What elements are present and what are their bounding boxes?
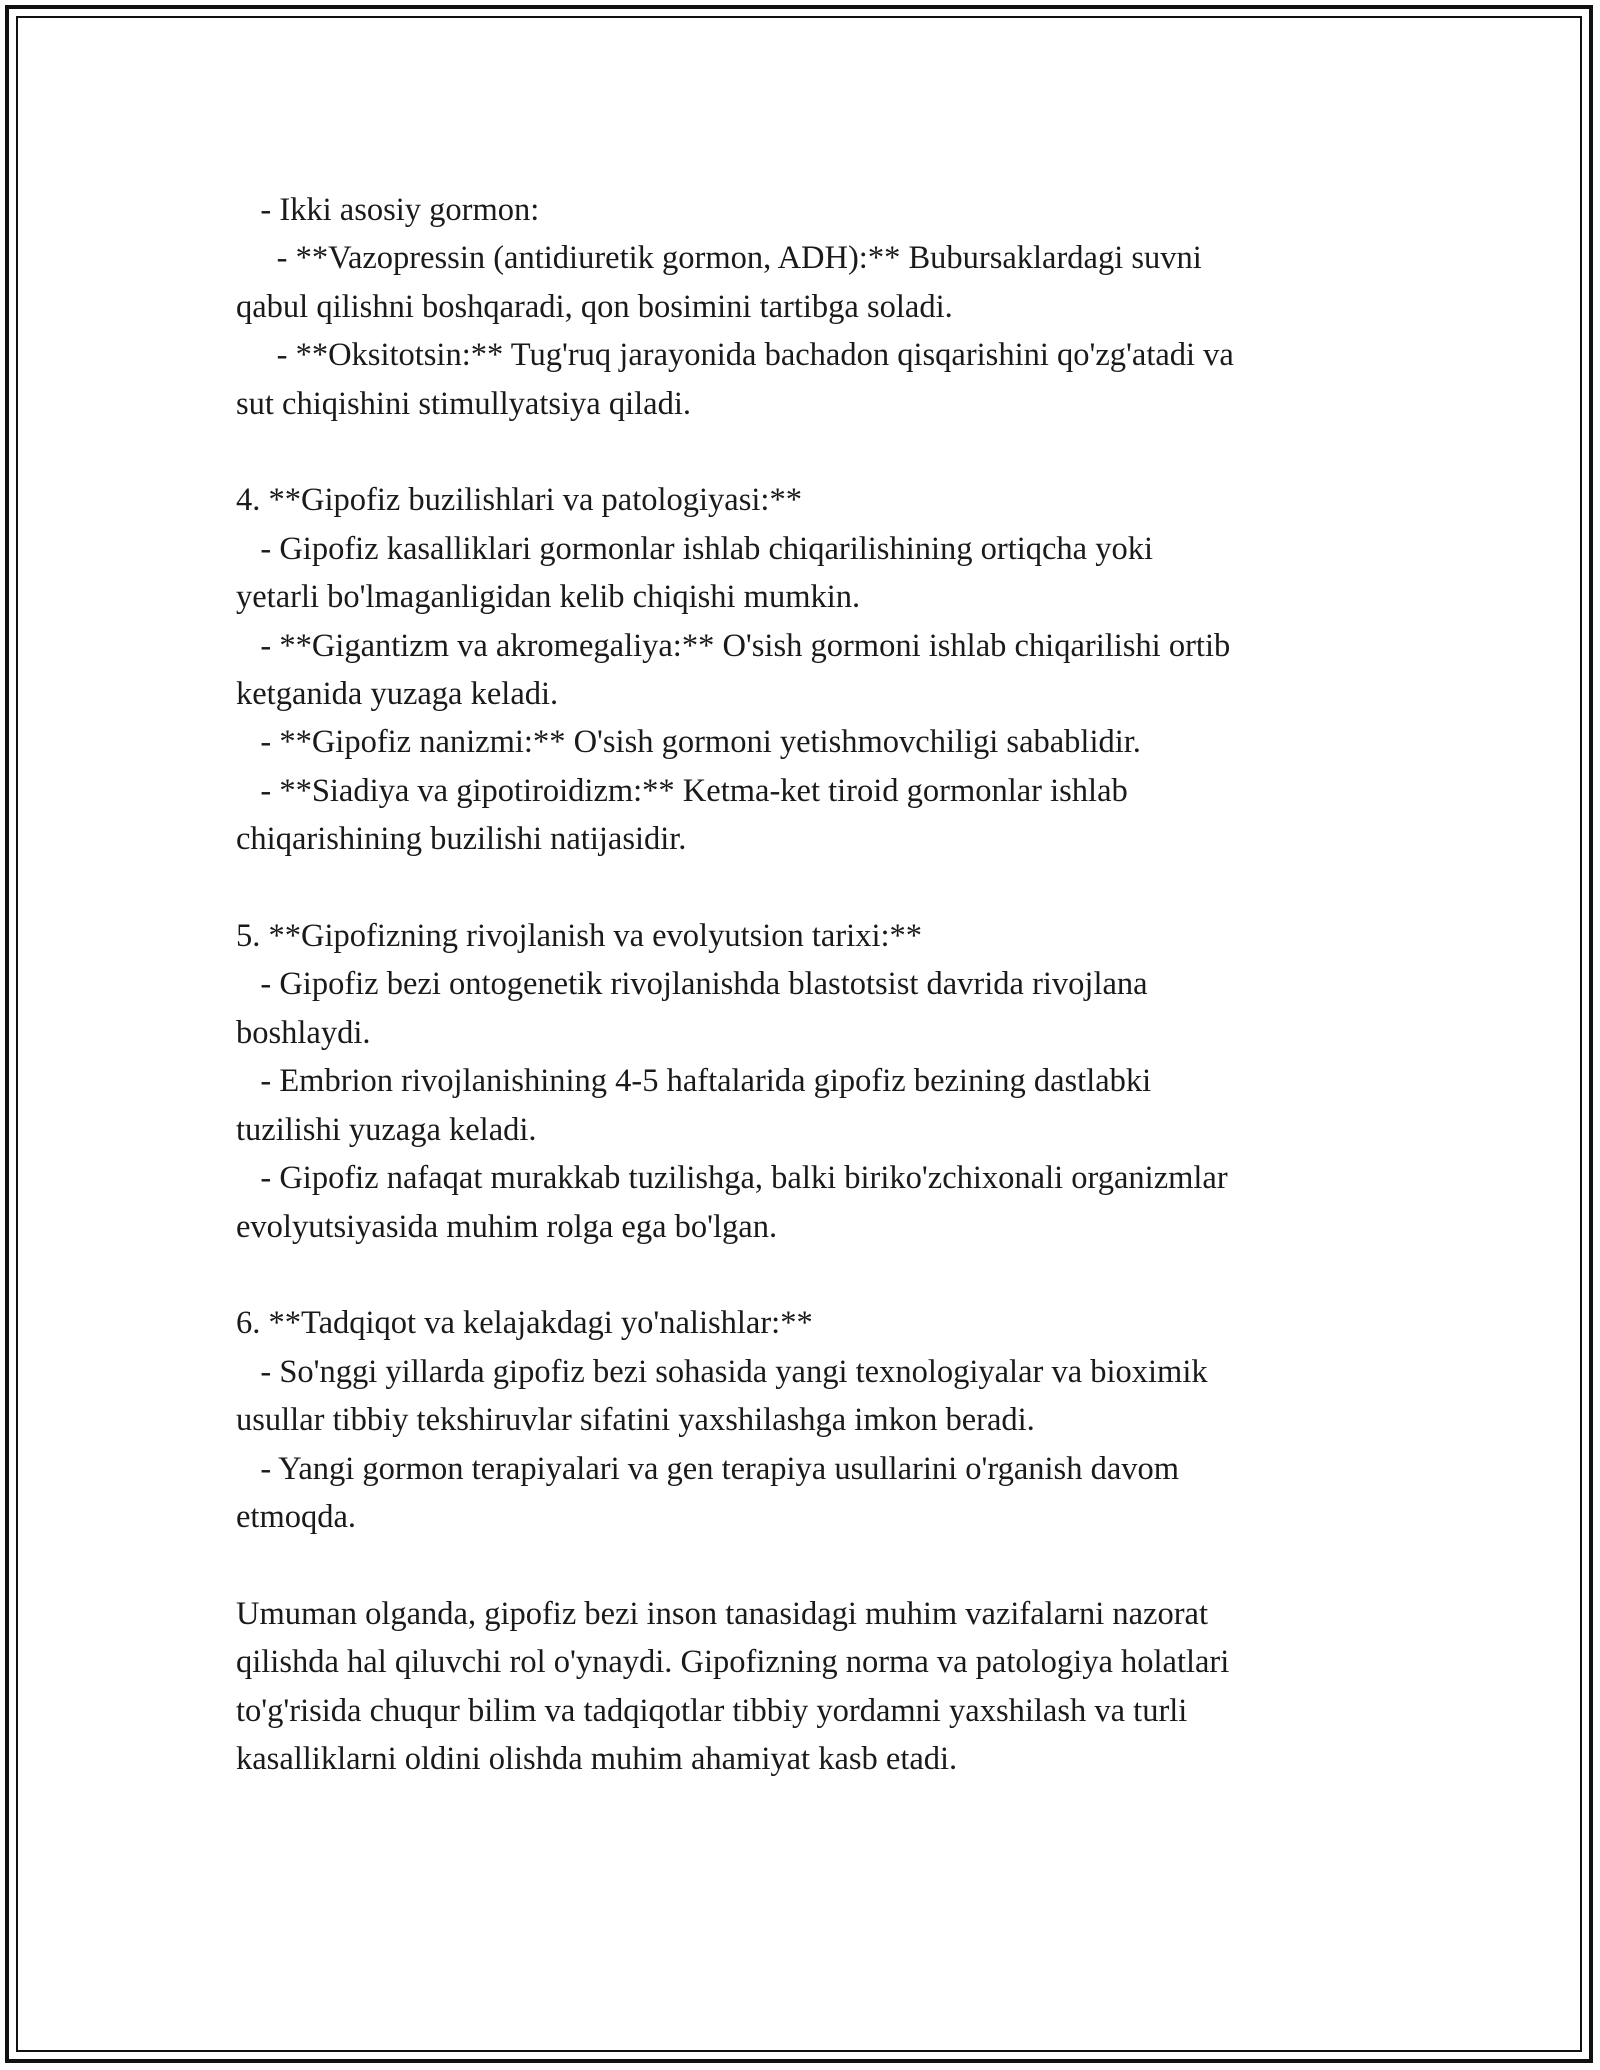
text-line: qabul qilishni boshqaradi, qon bosimini tartibga soladi. [236, 288, 953, 325]
text-line: - Ikki asosiy gormon: [236, 192, 540, 228]
document-body [236, 186, 1376, 1783]
text-line: - Gipofiz nafaqat murakkab tuzilishga, balki biriko'zchixonali organizmlar [236, 1160, 1228, 1197]
section-heading: 4. **Gipofiz buzilishlari va patologiyasi:** [236, 482, 802, 519]
blank-line [236, 1541, 1376, 1589]
text-line: yetarli bo'lmaganligidan kelib chiqishi mumkin. [236, 579, 861, 616]
conclusion-line: to'g'risida chuqur bilim va tadqiqotlar tibbiy yordamni yaxshilash va turli [236, 1692, 1188, 1729]
text-line: boshlaydi. [236, 1014, 371, 1051]
text-line: sut chiqishini stimullyatsiya qiladi. [236, 385, 691, 422]
text-line: ketganida yuzaga keladi. [236, 676, 559, 713]
text-line: - Yangi gormon terapiyalari va gen terapiya usullarini o'rganish davom [236, 1450, 1180, 1487]
text-line: - So'nggi yillarda gipofiz bezi sohasida yangi texnologiyalar va bioximik [236, 1353, 1208, 1390]
text-line: - **Oksitotsin:** Tug'ruq jarayonida bachadon qisqarishini qo'zg'atadi va [236, 337, 1234, 374]
section-heading: 6. **Tadqiqot va kelajakdagi yo'nalishlar:** [236, 1305, 813, 1342]
conclusion-line: kasalliklarni oldini olishda muhim ahamiyat kasb etadi. [236, 1740, 958, 1777]
text-line: chiqarishining buzilishi natijasidir. [236, 821, 687, 858]
text-line: tuzilishi yuzaga keladi. [236, 1111, 537, 1148]
text-line: - Gipofiz kasalliklari gormonlar ishlab chiqarilishining ortiqcha yoki [236, 530, 1154, 567]
text-line: - Embrion rivojlanishining 4-5 haftalarida gipofiz bezining dastlabki [236, 1063, 1152, 1100]
blank-line [236, 428, 1376, 476]
text-line: - **Vazopressin (antidiuretik gormon, ADH):** Bubursaklardagi suvni [236, 240, 1202, 277]
text-line: - **Siadiya va gipotiroidizm:** Ketma-ket tiroid gormonlar ishlab [236, 772, 1128, 809]
text-line: - **Gipofiz nanizmi:** O'sish gormoni yetishmovchiligi sabablidir. [236, 724, 1141, 761]
text-line: - **Gigantizm va akromegaliya:** O'sish gormoni ishlab chiqarilishi ortib [236, 627, 1231, 664]
conclusion-line: qilishda hal qiluvchi rol o'ynaydi. Gipofizning norma va patologiya holatlari [236, 1644, 1230, 1681]
text-line: - Gipofiz bezi ontogenetik rivojlanishda blastotsist davrida rivojlana [236, 966, 1148, 1003]
text-line: evolyutsiyasida muhim rolga ega bo'lgan. [236, 1208, 778, 1245]
blank-line [236, 1251, 1376, 1299]
text-line: etmoqda. [236, 1498, 357, 1535]
blank-line [236, 864, 1376, 912]
text-line: usullar tibbiy tekshiruvlar sifatini yaxshilashga imkon beradi. [236, 1402, 1035, 1439]
conclusion-line: Umuman olganda, gipofiz bezi inson tanasidagi muhim vazifalarni nazorat [236, 1595, 1208, 1632]
section-heading: 5. **Gipofizning rivojlanish va evolyutsion tarixi:** [236, 918, 923, 955]
